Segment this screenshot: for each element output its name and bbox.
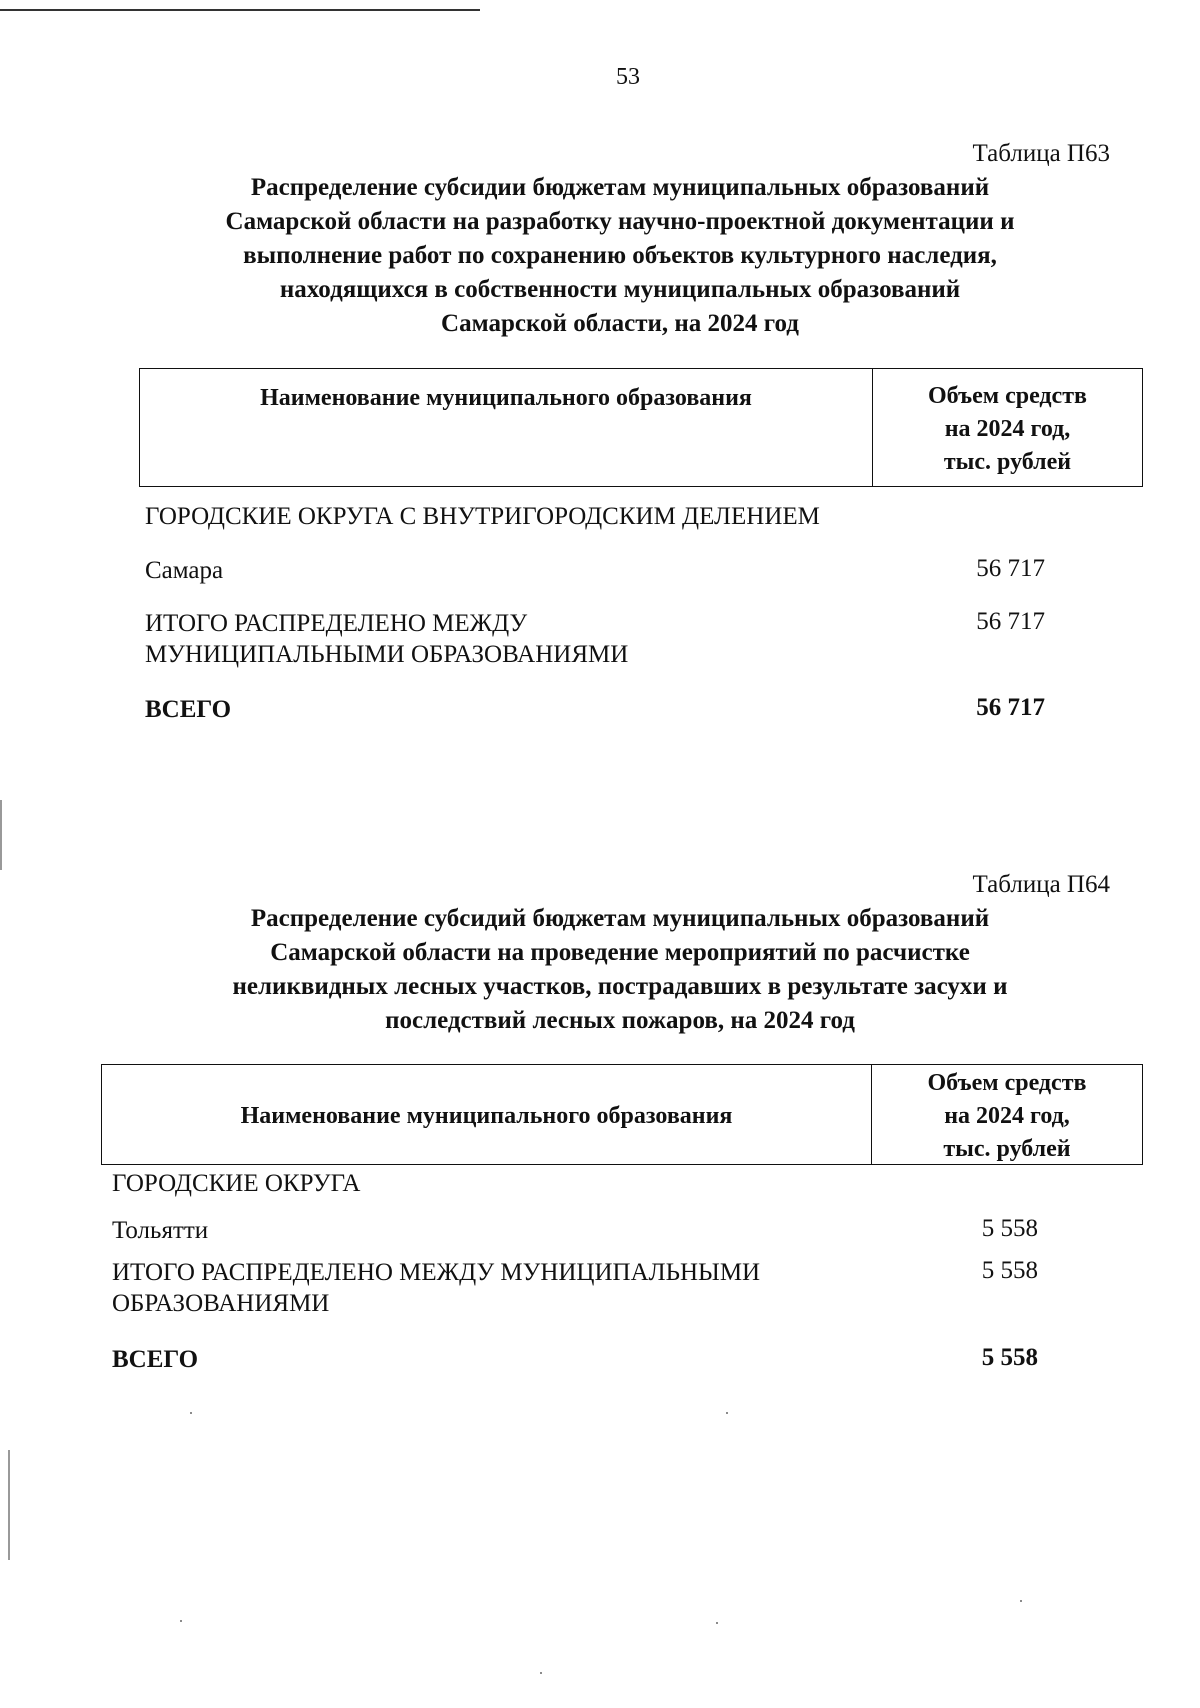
table-header [101, 1064, 1143, 1165]
total-value: 56 717 [976, 694, 1045, 721]
header-name-cell: Наименование муниципального образования [140, 369, 873, 486]
section-heading: ГОРОДСКИЕ ОКРУГА [112, 1170, 361, 1197]
total-label: ВСЕГО [112, 1346, 199, 1373]
scan-speck [1020, 1600, 1022, 1602]
total-label: ВСЕГО [145, 696, 232, 723]
total-value: 5 558 [981, 1344, 1038, 1371]
row-name: Самара [145, 557, 224, 584]
scan-edge-mark [0, 800, 2, 870]
table-header [139, 368, 1143, 487]
row-value: 56 717 [976, 608, 1045, 635]
scan-edge-mark [8, 1450, 10, 1560]
row-value: 5 558 [981, 1215, 1038, 1242]
section-heading: ГОРОДСКИЕ ОКРУГА С ВНУТРИГОРОДСКИМ ДЕЛЕНИЕМ [145, 503, 820, 530]
table-title: Распределение субсидии бюджетам муниципальных образований Самарской области на разработку научно-проектной документации и выполнение работ по сохранению объектов культурного наследия, находящихся в собственности муниципальных образований Самарской области, на 2024 год [225, 174, 1015, 337]
row-value: 56 717 [976, 555, 1045, 582]
table-label: Таблица П63 [972, 140, 1110, 167]
table-label: Таблица П64 [972, 871, 1110, 898]
scan-speck [180, 1620, 182, 1622]
row-value: 5 558 [981, 1257, 1038, 1284]
page-number: 53 [616, 64, 640, 90]
scan-speck [190, 1412, 192, 1414]
table-title: Распределение субсидий бюджетам муниципальных образований Самарской области на проведение мероприятий по расчистке неликвидных лесных участков, пострадавших в результате засухи и последствий лесных пожаров, на 2024 год [232, 905, 1008, 1034]
scan-speck [716, 1622, 718, 1624]
scan-speck [540, 1672, 542, 1674]
row-name: Тольятти [112, 1217, 209, 1244]
row-name: ИТОГО РАСПРЕДЕЛЕНО МЕЖДУ МУНИЦИПАЛЬНЫМИ ОБРАЗОВАНИЯМИ [145, 610, 629, 668]
scan-edge-line [0, 9, 480, 11]
row-name: ИТОГО РАСПРЕДЕЛЕНО МЕЖДУ МУНИЦИПАЛЬНЫМИ ОБРАЗОВАНИЯМИ [112, 1259, 761, 1317]
header-volume-cell: Объем средств на 2024 год, тыс. рублей [928, 383, 1087, 475]
header-name-cell: Наименование муниципального образования [102, 1065, 872, 1164]
header-volume-cell: Объем средств на 2024 год, тыс. рублей [927, 1070, 1087, 1162]
scan-speck [726, 1412, 728, 1414]
